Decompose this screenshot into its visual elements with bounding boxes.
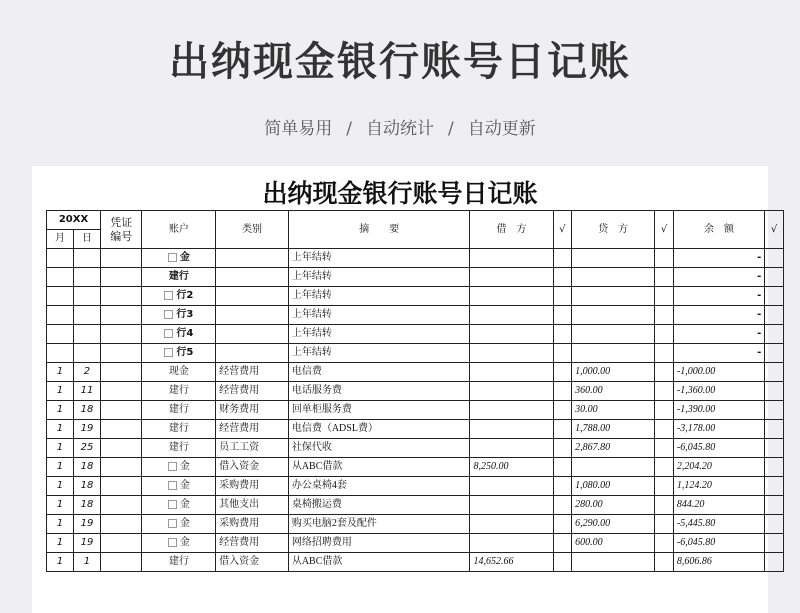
voucher-cell[interactable] bbox=[100, 363, 142, 382]
account-icon bbox=[164, 291, 173, 300]
category-cell[interactable] bbox=[216, 287, 289, 306]
account-label: 现金 bbox=[168, 366, 189, 377]
balance-check-cell[interactable] bbox=[765, 496, 784, 515]
account-cell[interactable] bbox=[142, 249, 216, 268]
balance-cell[interactable]: -1,390.00 bbox=[673, 401, 764, 420]
debit-cell[interactable] bbox=[470, 325, 553, 344]
balance-check-cell[interactable] bbox=[765, 534, 784, 553]
table-row bbox=[47, 515, 784, 534]
month-cell[interactable] bbox=[47, 249, 74, 268]
credit-cell[interactable]: 280.00 bbox=[572, 496, 655, 515]
credit-check-cell[interactable] bbox=[655, 420, 674, 439]
summary-cell[interactable]: 上年结转 bbox=[288, 306, 470, 325]
account-cell[interactable] bbox=[142, 401, 216, 420]
debit-cell[interactable] bbox=[470, 420, 553, 439]
category-cell[interactable]: 财务费用 bbox=[216, 401, 289, 420]
debit-cell[interactable] bbox=[470, 363, 553, 382]
debit-cell[interactable]: 14,652.66 bbox=[470, 553, 553, 572]
tag-separator: / bbox=[346, 119, 352, 139]
account-cell[interactable] bbox=[142, 268, 216, 287]
balance-cell[interactable]: - bbox=[673, 306, 764, 325]
table-row bbox=[47, 420, 784, 439]
account-cell[interactable] bbox=[142, 420, 216, 439]
summary-cell[interactable]: 办公桌椅4套 bbox=[288, 477, 470, 496]
day-cell[interactable] bbox=[73, 306, 100, 325]
opening-row bbox=[47, 344, 784, 363]
month-cell[interactable]: 1 bbox=[47, 420, 74, 439]
account-cell[interactable] bbox=[142, 439, 216, 458]
debit-check-cell[interactable] bbox=[553, 420, 572, 439]
category-cell[interactable]: 经营费用 bbox=[216, 382, 289, 401]
credit-check-cell[interactable] bbox=[655, 382, 674, 401]
voucher-cell[interactable] bbox=[100, 382, 142, 401]
debit-cell[interactable] bbox=[470, 287, 553, 306]
voucher-cell[interactable] bbox=[100, 249, 142, 268]
account-icon bbox=[164, 329, 173, 338]
voucher-cell[interactable] bbox=[100, 496, 142, 515]
balance-cell[interactable]: -6,045.80 bbox=[673, 439, 764, 458]
balance-cell[interactable]: -1,360.00 bbox=[673, 382, 764, 401]
credit-check-cell[interactable] bbox=[655, 515, 674, 534]
account-icon bbox=[164, 348, 173, 357]
voucher-cell[interactable] bbox=[100, 553, 142, 572]
credit-check-cell[interactable] bbox=[655, 306, 674, 325]
debit-header: 借 方 bbox=[470, 211, 553, 249]
day-cell[interactable] bbox=[73, 268, 100, 287]
debit-cell[interactable] bbox=[470, 306, 553, 325]
credit-cell[interactable] bbox=[572, 458, 655, 477]
category-cell[interactable] bbox=[216, 249, 289, 268]
account-label: 建行 bbox=[168, 271, 189, 282]
credit-cell[interactable]: 360.00 bbox=[572, 382, 655, 401]
credit-header: 贷 方 bbox=[572, 211, 655, 249]
category-cell[interactable]: 借入资金 bbox=[216, 553, 289, 572]
category-cell[interactable]: 其他支出 bbox=[216, 496, 289, 515]
balance-cell[interactable]: - bbox=[673, 287, 764, 306]
month-cell[interactable] bbox=[47, 268, 74, 287]
account-label: 建行 bbox=[168, 385, 189, 396]
category-cell[interactable]: 经营费用 bbox=[216, 420, 289, 439]
category-cell[interactable] bbox=[216, 306, 289, 325]
credit-check-cell[interactable] bbox=[655, 534, 674, 553]
debit-cell[interactable] bbox=[470, 249, 553, 268]
debit-cell[interactable] bbox=[470, 439, 553, 458]
debit-cell[interactable] bbox=[470, 268, 553, 287]
account-icon bbox=[164, 310, 173, 319]
month-cell[interactable]: 1 bbox=[47, 401, 74, 420]
account-label: 建行 bbox=[168, 556, 189, 567]
account-label: 行3 bbox=[176, 309, 194, 320]
debit-check-cell[interactable] bbox=[553, 477, 572, 496]
month-cell[interactable]: 1 bbox=[47, 477, 74, 496]
voucher-cell[interactable] bbox=[100, 401, 142, 420]
month-cell[interactable]: 1 bbox=[47, 363, 74, 382]
month-cell[interactable] bbox=[47, 344, 74, 363]
day-cell[interactable] bbox=[73, 325, 100, 344]
summary-cell[interactable]: 网络招聘费用 bbox=[288, 534, 470, 553]
balance-cell[interactable]: - bbox=[673, 325, 764, 344]
credit-cell[interactable]: 1,000.00 bbox=[572, 363, 655, 382]
balance-cell[interactable]: 844.20 bbox=[673, 496, 764, 515]
tagline bbox=[0, 114, 800, 139]
account-cell[interactable] bbox=[142, 306, 216, 325]
debit-check-cell[interactable] bbox=[553, 344, 572, 363]
account-icon bbox=[168, 481, 177, 490]
day-cell[interactable] bbox=[73, 249, 100, 268]
summary-cell[interactable]: 电话服务费 bbox=[288, 382, 470, 401]
voucher-cell[interactable] bbox=[100, 287, 142, 306]
summary-cell[interactable]: 桌椅搬运费 bbox=[288, 496, 470, 515]
credit-check-cell[interactable] bbox=[655, 249, 674, 268]
summary-cell[interactable]: 上年结转 bbox=[288, 268, 470, 287]
credit-cell[interactable] bbox=[572, 553, 655, 572]
account-label: 金 bbox=[179, 518, 190, 529]
balance-cell[interactable]: - bbox=[673, 268, 764, 287]
debit-check-header: √ bbox=[553, 211, 572, 249]
voucher-header-line2: 编号 bbox=[110, 229, 133, 243]
credit-cell[interactable]: 6,290.00 bbox=[572, 515, 655, 534]
debit-cell[interactable] bbox=[470, 496, 553, 515]
credit-check-cell[interactable] bbox=[655, 553, 674, 572]
voucher-cell[interactable] bbox=[100, 439, 142, 458]
voucher-header bbox=[100, 211, 142, 249]
balance-header: 余 额 bbox=[673, 211, 764, 249]
year-header: 20XX bbox=[47, 211, 101, 230]
account-cell[interactable] bbox=[142, 515, 216, 534]
credit-cell[interactable] bbox=[572, 325, 655, 344]
balance-check-cell[interactable] bbox=[765, 401, 784, 420]
account-label: 金 bbox=[179, 480, 190, 491]
voucher-cell[interactable] bbox=[100, 268, 142, 287]
voucher-cell[interactable] bbox=[100, 477, 142, 496]
summary-cell[interactable]: 从ABC借款 bbox=[288, 458, 470, 477]
balance-check-cell[interactable] bbox=[765, 553, 784, 572]
credit-check-cell[interactable] bbox=[655, 401, 674, 420]
month-cell[interactable] bbox=[47, 287, 74, 306]
account-label: 金 bbox=[179, 499, 190, 510]
tag-auto-update: 自动更新 bbox=[467, 119, 536, 139]
summary-cell[interactable]: 从ABC借款 bbox=[288, 553, 470, 572]
tag-easy: 简单易用 bbox=[264, 119, 333, 139]
credit-cell[interactable] bbox=[572, 268, 655, 287]
voucher-cell[interactable] bbox=[100, 515, 142, 534]
table-row bbox=[47, 496, 784, 515]
account-icon bbox=[168, 462, 177, 471]
summary-cell[interactable]: 上年结转 bbox=[288, 344, 470, 363]
debit-cell[interactable] bbox=[470, 515, 553, 534]
month-cell[interactable]: 1 bbox=[47, 534, 74, 553]
balance-check-cell[interactable] bbox=[765, 287, 784, 306]
month-cell[interactable]: 1 bbox=[47, 382, 74, 401]
credit-check-cell[interactable] bbox=[655, 439, 674, 458]
voucher-cell[interactable] bbox=[100, 420, 142, 439]
account-cell[interactable] bbox=[142, 534, 216, 553]
voucher-cell[interactable] bbox=[100, 306, 142, 325]
day-cell[interactable]: 18 bbox=[73, 401, 100, 420]
account-cell[interactable] bbox=[142, 496, 216, 515]
credit-cell[interactable] bbox=[572, 306, 655, 325]
table-row bbox=[47, 534, 784, 553]
day-cell[interactable]: 19 bbox=[73, 420, 100, 439]
tag-auto-stats: 自动统计 bbox=[366, 119, 434, 139]
debit-check-cell[interactable] bbox=[553, 534, 572, 553]
balance-cell[interactable]: 8,606.86 bbox=[673, 553, 764, 572]
balance-check-cell[interactable] bbox=[765, 458, 784, 477]
category-header: 类别 bbox=[216, 211, 289, 249]
account-cell[interactable] bbox=[142, 553, 216, 572]
day-cell[interactable]: 19 bbox=[73, 534, 100, 553]
day-cell[interactable]: 1 bbox=[73, 553, 100, 572]
month-cell[interactable]: 1 bbox=[47, 553, 74, 572]
debit-check-cell[interactable] bbox=[553, 268, 572, 287]
summary-cell[interactable]: 回单柜服务费 bbox=[288, 401, 470, 420]
credit-check-cell[interactable] bbox=[655, 325, 674, 344]
balance-check-cell[interactable] bbox=[765, 439, 784, 458]
balance-check-cell[interactable] bbox=[765, 325, 784, 344]
day-cell[interactable]: 18 bbox=[73, 458, 100, 477]
day-cell[interactable]: 2 bbox=[73, 363, 100, 382]
voucher-cell[interactable] bbox=[100, 458, 142, 477]
credit-check-cell[interactable] bbox=[655, 477, 674, 496]
balance-cell[interactable]: -3,178.00 bbox=[673, 420, 764, 439]
account-cell[interactable] bbox=[142, 287, 216, 306]
credit-check-cell[interactable] bbox=[655, 268, 674, 287]
category-cell[interactable]: 员工工资 bbox=[216, 439, 289, 458]
month-cell[interactable]: 1 bbox=[47, 496, 74, 515]
voucher-cell[interactable] bbox=[100, 534, 142, 553]
day-header: 日 bbox=[73, 230, 100, 249]
summary-cell[interactable]: 电信费（ADSL费） bbox=[288, 420, 470, 439]
table-row bbox=[47, 439, 784, 458]
balance-cell[interactable]: 2,204.20 bbox=[673, 458, 764, 477]
ledger-sheet bbox=[32, 166, 778, 613]
credit-check-header: √ bbox=[655, 211, 674, 249]
account-cell[interactable] bbox=[142, 344, 216, 363]
day-cell[interactable]: 11 bbox=[73, 382, 100, 401]
debit-cell[interactable] bbox=[470, 344, 553, 363]
account-cell[interactable] bbox=[142, 325, 216, 344]
balance-check-header: √ bbox=[765, 211, 784, 249]
day-cell[interactable]: 18 bbox=[73, 496, 100, 515]
debit-check-cell[interactable] bbox=[553, 325, 572, 344]
debit-cell[interactable] bbox=[470, 382, 553, 401]
opening-row bbox=[47, 325, 784, 344]
credit-cell[interactable]: 30.00 bbox=[572, 401, 655, 420]
balance-check-cell[interactable] bbox=[765, 515, 784, 534]
debit-cell[interactable]: 8,250.00 bbox=[470, 458, 553, 477]
credit-check-cell[interactable] bbox=[655, 363, 674, 382]
credit-cell[interactable]: 600.00 bbox=[572, 534, 655, 553]
account-icon bbox=[168, 538, 177, 547]
summary-cell[interactable]: 购买电脑2套及配件 bbox=[288, 515, 470, 534]
sheet-title: 出纳现金银行账号日记账 bbox=[262, 179, 538, 208]
voucher-cell[interactable] bbox=[100, 325, 142, 344]
table-row bbox=[47, 477, 784, 496]
voucher-cell[interactable] bbox=[100, 344, 142, 363]
credit-check-cell[interactable] bbox=[655, 496, 674, 515]
credit-check-cell[interactable] bbox=[655, 344, 674, 363]
balance-cell[interactable]: -5,445.80 bbox=[673, 515, 764, 534]
account-cell[interactable] bbox=[142, 477, 216, 496]
summary-cell[interactable]: 上年结转 bbox=[288, 325, 470, 344]
table-row bbox=[47, 553, 784, 572]
credit-check-cell[interactable] bbox=[655, 458, 674, 477]
credit-cell[interactable] bbox=[572, 249, 655, 268]
account-cell[interactable] bbox=[142, 382, 216, 401]
opening-row bbox=[47, 287, 784, 306]
debit-check-cell[interactable] bbox=[553, 439, 572, 458]
balance-check-cell[interactable] bbox=[765, 268, 784, 287]
voucher-header-line1: 凭证 bbox=[110, 215, 133, 229]
account-icon bbox=[168, 500, 177, 509]
account-header: 账户 bbox=[142, 211, 216, 249]
account-label: 行5 bbox=[176, 347, 194, 358]
opening-row bbox=[47, 268, 784, 287]
table-row bbox=[47, 458, 784, 477]
balance-check-cell[interactable] bbox=[765, 477, 784, 496]
opening-row bbox=[47, 249, 784, 268]
credit-cell[interactable]: 1,788.00 bbox=[572, 420, 655, 439]
month-header: 月 bbox=[47, 230, 74, 249]
category-cell[interactable] bbox=[216, 268, 289, 287]
account-label: 金 bbox=[179, 252, 190, 263]
opening-row bbox=[47, 306, 784, 325]
table-row bbox=[47, 382, 784, 401]
day-cell[interactable] bbox=[73, 287, 100, 306]
account-label: 行2 bbox=[176, 290, 194, 301]
category-cell[interactable]: 采购费用 bbox=[216, 477, 289, 496]
category-cell[interactable]: 采购费用 bbox=[216, 515, 289, 534]
debit-check-cell[interactable] bbox=[553, 515, 572, 534]
balance-check-cell[interactable] bbox=[765, 420, 784, 439]
debit-check-cell[interactable] bbox=[553, 382, 572, 401]
category-cell[interactable] bbox=[216, 325, 289, 344]
category-cell[interactable] bbox=[216, 344, 289, 363]
month-cell[interactable]: 1 bbox=[47, 439, 74, 458]
debit-cell[interactable] bbox=[470, 534, 553, 553]
category-cell[interactable]: 经营费用 bbox=[216, 534, 289, 553]
day-cell[interactable]: 19 bbox=[73, 515, 100, 534]
account-cell[interactable] bbox=[142, 458, 216, 477]
table-row bbox=[47, 363, 784, 382]
category-cell[interactable]: 经营费用 bbox=[216, 363, 289, 382]
account-label: 建行 bbox=[168, 442, 189, 453]
debit-check-cell[interactable] bbox=[553, 401, 572, 420]
debit-cell[interactable] bbox=[470, 401, 553, 420]
summary-cell[interactable]: 电信费 bbox=[288, 363, 470, 382]
account-icon bbox=[168, 519, 177, 528]
month-cell[interactable] bbox=[47, 325, 74, 344]
day-cell[interactable]: 25 bbox=[73, 439, 100, 458]
month-cell[interactable] bbox=[47, 306, 74, 325]
summary-cell[interactable]: 上年结转 bbox=[288, 249, 470, 268]
balance-cell[interactable]: - bbox=[673, 249, 764, 268]
account-label: 建行 bbox=[168, 404, 189, 415]
account-cell[interactable] bbox=[142, 363, 216, 382]
credit-cell[interactable] bbox=[572, 287, 655, 306]
account-label: 金 bbox=[179, 537, 190, 548]
page-title: 出纳现金银行账号日记账 bbox=[169, 39, 631, 85]
month-cell[interactable]: 1 bbox=[47, 458, 74, 477]
summary-header: 摘 要 bbox=[288, 211, 470, 249]
debit-check-cell[interactable] bbox=[553, 306, 572, 325]
table-row bbox=[47, 401, 784, 420]
summary-cell[interactable]: 上年结转 bbox=[288, 287, 470, 306]
account-label: 金 bbox=[179, 461, 190, 472]
ledger-table bbox=[46, 210, 784, 572]
balance-check-cell[interactable] bbox=[765, 363, 784, 382]
debit-check-cell[interactable] bbox=[553, 496, 572, 515]
credit-cell[interactable]: 2,867.80 bbox=[572, 439, 655, 458]
balance-check-cell[interactable] bbox=[765, 382, 784, 401]
balance-cell[interactable]: 1,124.20 bbox=[673, 477, 764, 496]
balance-check-cell[interactable] bbox=[765, 306, 784, 325]
balance-check-cell[interactable] bbox=[765, 249, 784, 268]
debit-check-cell[interactable] bbox=[553, 363, 572, 382]
day-cell[interactable]: 18 bbox=[73, 477, 100, 496]
balance-cell[interactable]: -1,000.00 bbox=[673, 363, 764, 382]
credit-cell[interactable] bbox=[572, 344, 655, 363]
balance-cell[interactable]: - bbox=[673, 344, 764, 363]
balance-cell[interactable]: -6,045.80 bbox=[673, 534, 764, 553]
month-cell[interactable]: 1 bbox=[47, 515, 74, 534]
debit-cell[interactable] bbox=[470, 477, 553, 496]
credit-check-cell[interactable] bbox=[655, 287, 674, 306]
category-cell[interactable]: 借入资金 bbox=[216, 458, 289, 477]
debit-check-cell[interactable] bbox=[553, 458, 572, 477]
debit-check-cell[interactable] bbox=[553, 249, 572, 268]
summary-cell[interactable]: 社保代收 bbox=[288, 439, 470, 458]
account-label: 行4 bbox=[176, 328, 194, 339]
tag-separator: / bbox=[448, 119, 454, 139]
account-label: 建行 bbox=[168, 423, 189, 434]
debit-check-cell[interactable] bbox=[553, 287, 572, 306]
balance-check-cell[interactable] bbox=[765, 344, 784, 363]
account-icon bbox=[168, 253, 177, 262]
day-cell[interactable] bbox=[73, 344, 100, 363]
credit-cell[interactable]: 1,080.00 bbox=[572, 477, 655, 496]
debit-check-cell[interactable] bbox=[553, 553, 572, 572]
